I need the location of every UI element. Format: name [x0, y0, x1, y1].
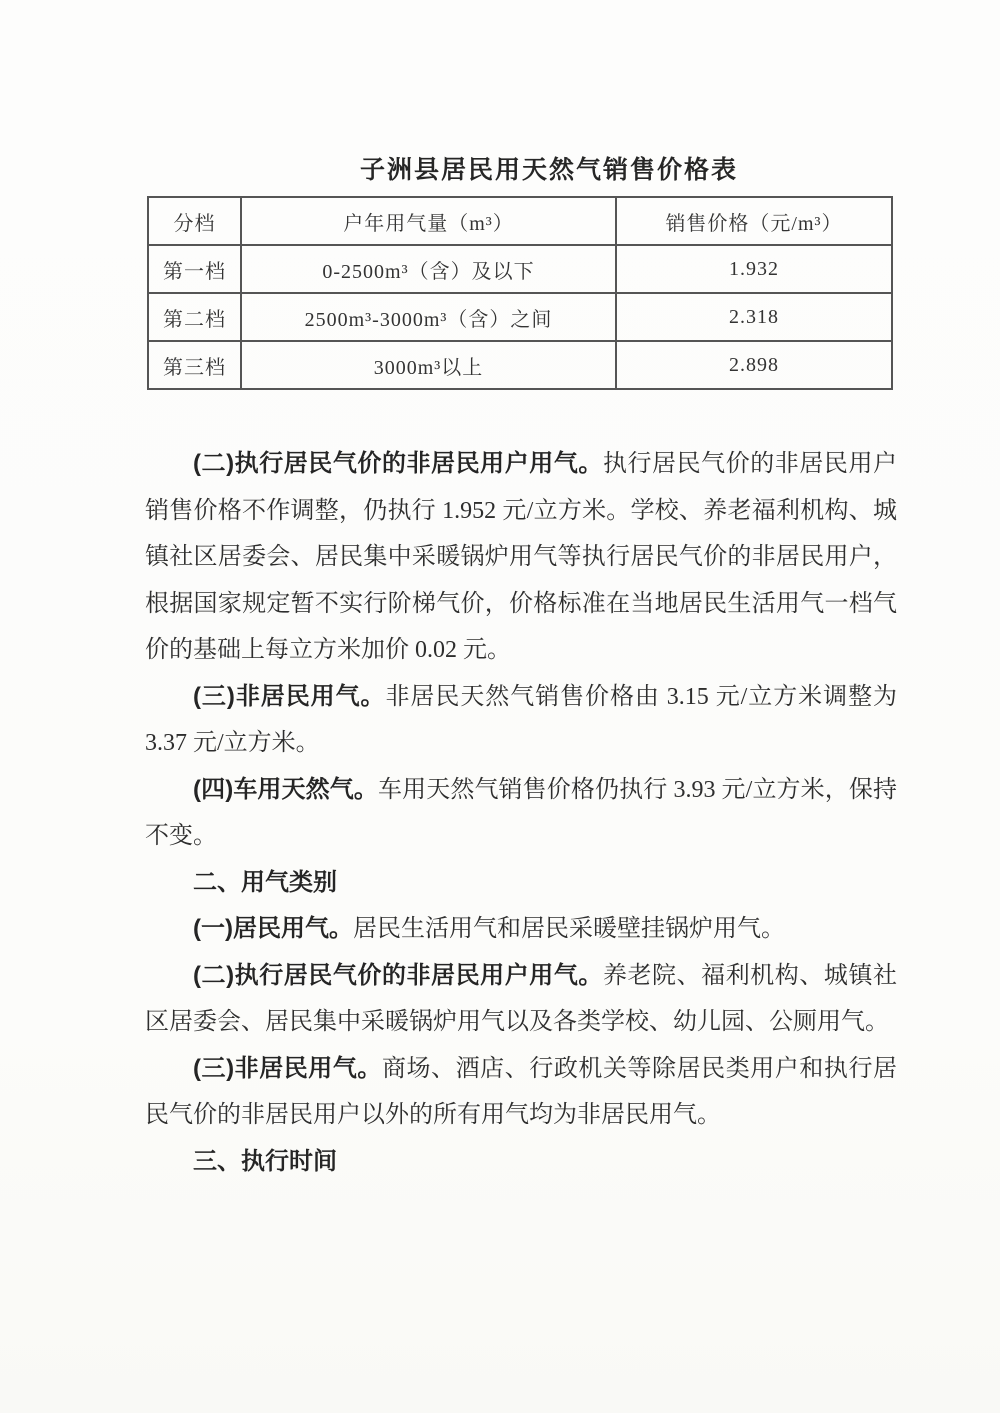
- paragraph: [145, 441, 897, 674]
- cell-volume: 2500m³-3000m³（含）之间: [241, 293, 616, 341]
- cell-volume: 0-2500m³（含）及以下: [241, 245, 616, 293]
- paragraph-text: 车用天然气销售价格仍执行 3.93 元/立方米，保持不变。: [145, 776, 898, 849]
- paragraph-lead: (一)居民用气。: [193, 915, 353, 942]
- price-table: [147, 196, 893, 390]
- section-heading: 二、用气类别: [193, 868, 337, 896]
- section-heading: 三、执行时间: [193, 1147, 337, 1175]
- paragraph-lead: (二)执行居民气价的非居民用户用气。: [193, 450, 603, 477]
- cell-price: 1.932: [616, 245, 892, 293]
- table-row: [148, 245, 892, 293]
- table-row: [148, 341, 892, 389]
- paragraph: [145, 1046, 897, 1139]
- cell-volume: 3000m³以上: [241, 341, 616, 389]
- header-tier: 分档: [148, 197, 241, 245]
- cell-tier: 第二档: [148, 293, 241, 341]
- cell-price: 2.898: [616, 341, 892, 389]
- paragraph: [145, 906, 897, 953]
- header-price: 销售价格（元/m³）: [616, 197, 892, 245]
- table-header-row: [148, 197, 892, 245]
- cell-price: 2.318: [616, 293, 892, 341]
- paragraph: [145, 674, 897, 767]
- paragraph-lead: (二)执行居民气价的非居民用户用气。: [193, 961, 603, 989]
- paragraph-lead: (三)非居民用气。: [193, 682, 386, 710]
- document-body: [145, 441, 897, 1185]
- page-title: 子洲县居民用天然气销售价格表: [359, 156, 738, 184]
- cell-tier: 第三档: [148, 341, 241, 389]
- paragraph-text: 执行居民气价的非居民用户销售价格不作调整，仍执行 1.952 元/立方米。学校、养老福利机构、城镇社区居委会、居民集中采暖锅炉用气等执行居民气价的非居民用户，根据国家规定暂不实行阶梯气价，价格标准在当地居民生活用气一档气价的基础上每立方米加价 0.02 元。: [145, 451, 898, 663]
- paragraph-text: 非居民天然气销售价格由 3.15 元/立方米调整为 3.37 元/立方米。: [145, 683, 898, 756]
- paragraph: [145, 953, 897, 1046]
- table-row: [148, 293, 892, 341]
- cell-tier: 第一档: [148, 245, 241, 293]
- paragraph: [145, 767, 897, 860]
- paragraph-text: 商场、酒店、行政机关等除居民类用户和执行居民气价的非居民用户以外的所有用气均为非居民用气。: [145, 1055, 898, 1128]
- paragraph-text: 居民生活用气和居民采暖壁挂锅炉用气。: [352, 916, 785, 942]
- header-volume: 户年用气量（m³）: [241, 197, 616, 245]
- paragraph-lead: (四)车用天然气。: [193, 775, 378, 803]
- paragraph-lead: (三)非居民用气。: [193, 1054, 382, 1082]
- paragraph-text: 养老院、福利机构、城镇社区居委会、居民集中采暖锅炉用气以及各类学校、幼儿园、公厕用气。: [145, 962, 898, 1035]
